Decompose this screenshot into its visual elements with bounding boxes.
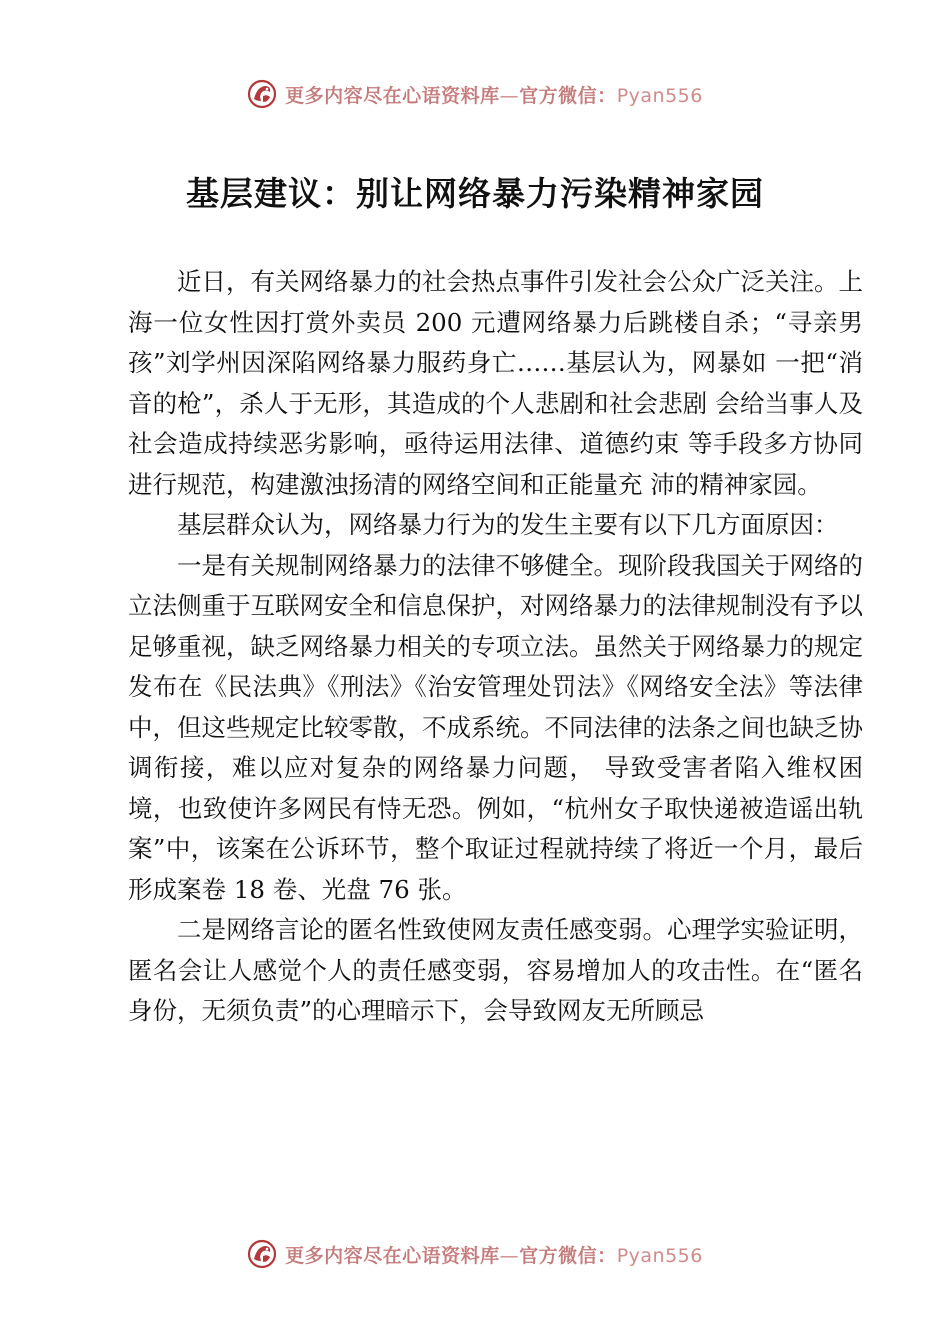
- paragraph-cause-one: 一是有关规制网络暴力的法律不够健全。现阶段我国关于网络的立法侧重于互联网安全和信息保护，对网络暴力的法律规制没有予以足够重视，缺乏网络暴力相关的专项立法。虽然关于网络暴力的规定发布在《民法典》《刑法》《治安管理处罚法》《网络安全法》等法律中，但这些规定比较零散，不成系统。不同法律的法条之间也缺乏协调衔接，难以应对复杂的网络暴力问题， 导致受害者陷入维权困境，也致使许多网民有恃无恐。例如，“杭州女子取快递被造谣出轨案”中，该案在公诉环节，整个取证过程就持续了将近一个月，最后形成案卷 18 卷、光盘 76 张。: [128, 550, 863, 904]
- header-watermark: [0, 74, 950, 114]
- watermark-separator: —: [499, 84, 520, 107]
- paragraph-causes-lead: 基层群众认为，网络暴力行为的发生主要有以下几方面原因：: [177, 510, 839, 539]
- watermark-main-text: 更多内容尽在心语资料库: [285, 84, 500, 107]
- dragon-logo-icon: [247, 1239, 277, 1269]
- document-title: 基层建议：别让网络暴力污染精神家园: [186, 174, 764, 213]
- watermark-main-text: 更多内容尽在心语资料库: [285, 1244, 500, 1267]
- dragon-logo-icon: [247, 79, 277, 109]
- watermark-label: 官方微信：: [519, 1244, 617, 1267]
- watermark-text: [285, 81, 703, 108]
- footer-watermark: [0, 1234, 950, 1274]
- watermark-wechat-id: Pyan556: [616, 1244, 703, 1267]
- watermark-separator: —: [499, 1244, 520, 1267]
- paragraph-cause-two: 二是网络言论的匿名性致使网友责任感变弱。心理学实验证明，匿名会让人感觉个人的责任感变弱，容易增加人的攻击性。在“匿名身份，无须负责”的心理暗示下，会导致网友无所顾忌: [128, 915, 863, 1025]
- watermark-wechat-id: Pyan556: [616, 84, 703, 107]
- document-body: [128, 262, 863, 1032]
- paragraph-intro: 近日，有关网络暴力的社会热点事件引发社会公众广泛关注。上海一位女性因打赏外卖员 200 元遭网络暴力后跳楼自杀；“寻亲男孩”刘学州因深陷网络暴力服药身亡……基层认为，网暴如 一把“消音的枪”，杀人于无形，其造成的个人悲剧和社会悲剧 会给当事人及社会造成持续恶劣影响，亟待运用法律、道德约束 等手段多方协同进行规范，构建激浊扬清的网络空间和正能量充 沛的精神家园。: [128, 267, 863, 499]
- watermark-label: 官方微信：: [519, 84, 617, 107]
- watermark-text: [285, 1241, 703, 1268]
